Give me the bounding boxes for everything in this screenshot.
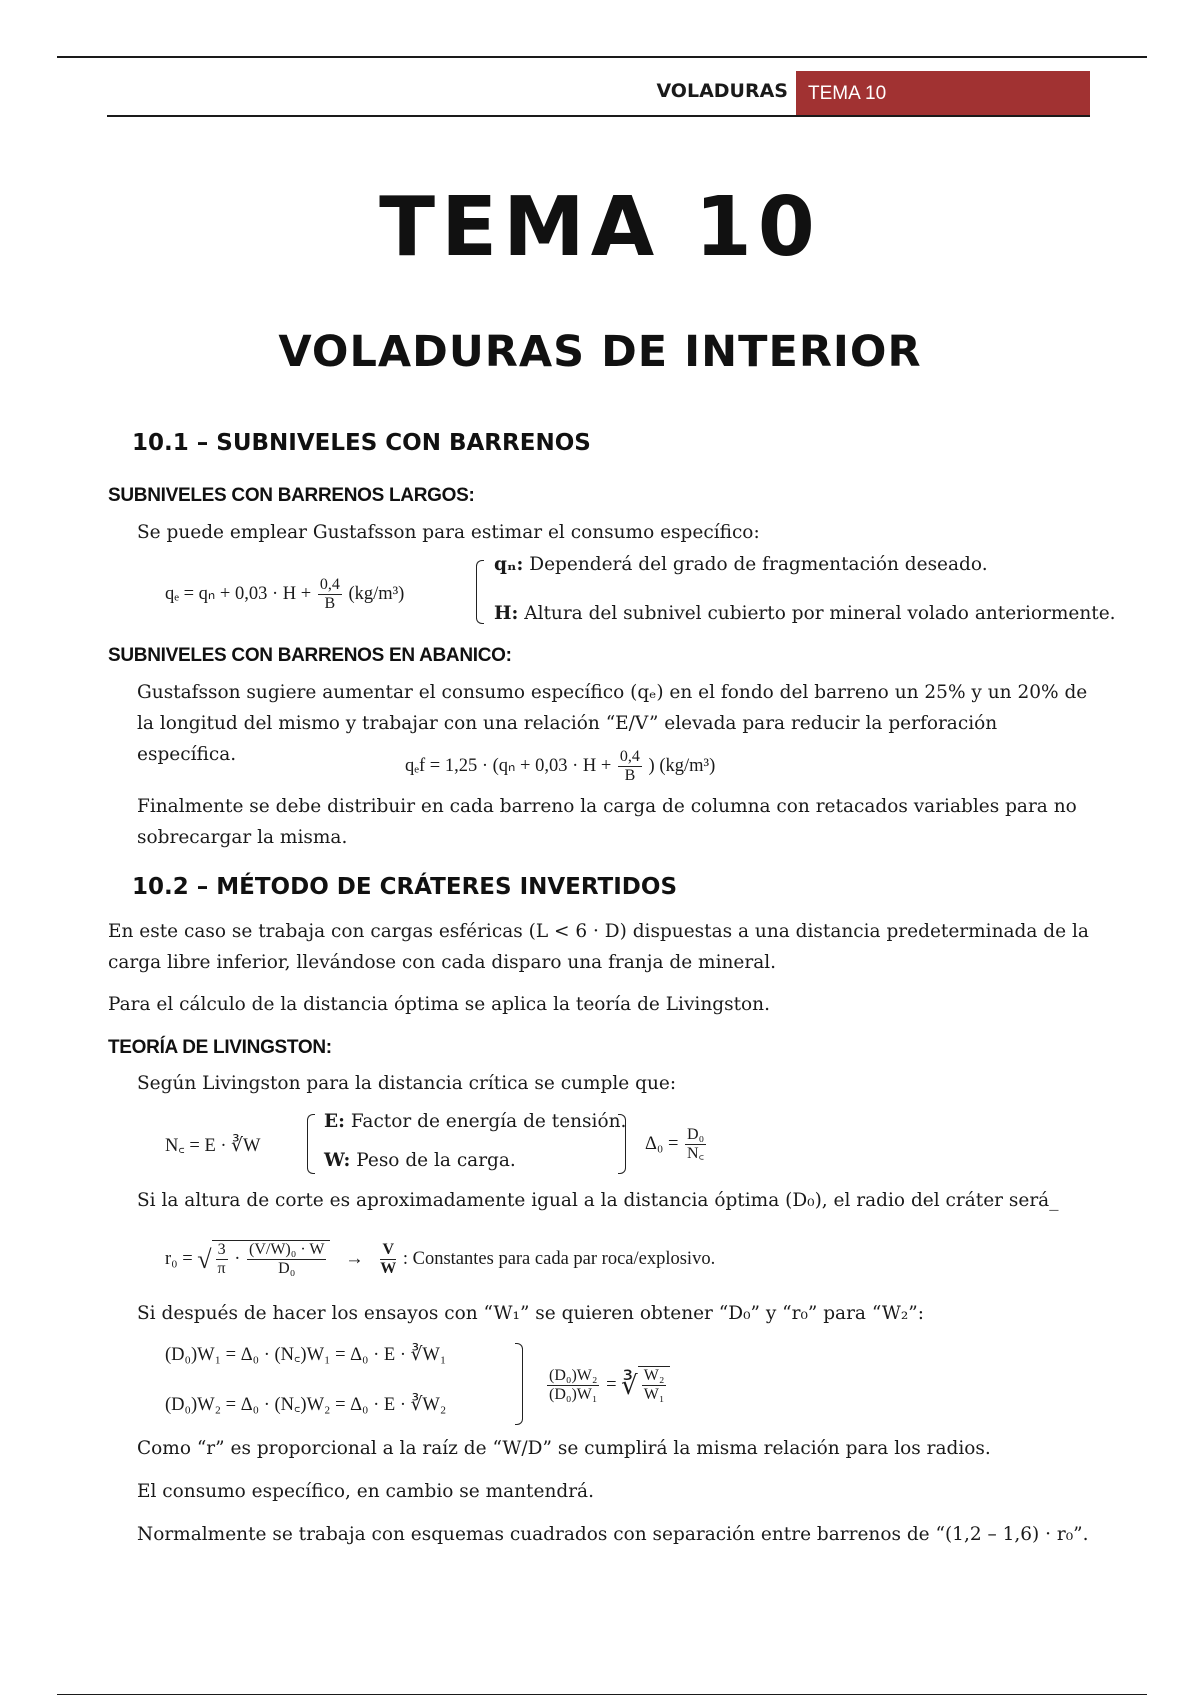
ratio-fraction bbox=[547, 1367, 599, 1404]
abanico-text-1: Gustafsson sugiere aumentar el consumo específico (qₑ) en el fondo del barreno un 25% y un 20% de la longitud del mismo y trabajar con una relación “E/V” elevada para reducir la perforación específica. bbox=[137, 682, 1088, 765]
header-course: VOLADURAS bbox=[656, 80, 788, 102]
header-badge: TEMA 10 bbox=[796, 71, 1090, 117]
abanico-formula bbox=[405, 748, 715, 785]
right-brace-ensayos bbox=[515, 1343, 523, 1425]
abanico-den: B bbox=[624, 767, 636, 784]
r0-fraction-2 bbox=[247, 1241, 326, 1278]
r0-f1-den: π bbox=[217, 1260, 226, 1277]
ensayos-text: Si después de hacer los ensayos con “W₁” se quieren obtener “D₀” y “r₀” para “W₂”: bbox=[137, 1303, 924, 1324]
section-heading-10-2: 10.2 – MÉTODO DE CRÁTERES INVERTIDOS bbox=[132, 874, 678, 900]
nc-formula: N꜀ = E · ∛W bbox=[165, 1136, 261, 1156]
vw-den: W bbox=[380, 1260, 397, 1277]
e-text: Factor de energía de tensión. bbox=[350, 1111, 627, 1132]
crateres-p1: En este caso se trabaja con cargas esféricas (L < 6 · D) dispuestas a una distancia predeterminada de la carga libre inferior, llevándose con cada disparo una franja de mineral. bbox=[108, 921, 1089, 973]
w-key: W: bbox=[324, 1150, 351, 1171]
cube-root-body bbox=[638, 1366, 671, 1404]
eq-w2: (D₀)W₂ = Δ₀ · (N꜀)W₂ = Δ₀ · E · ∛W₂ bbox=[165, 1395, 447, 1415]
page-subtitle: VOLADURAS DE INTERIOR bbox=[278, 327, 922, 377]
root-fraction bbox=[642, 1367, 667, 1404]
root-num: W₂ bbox=[643, 1367, 665, 1384]
r0-f2-num: (V/W)₀ · W bbox=[249, 1241, 325, 1258]
qn-text: Dependerá del grado de fragmentación deseado. bbox=[529, 554, 988, 575]
formula-lhs: qₑ = qₙ + 0,03 · H + bbox=[165, 583, 312, 604]
sqrt-sign: √ bbox=[197, 1245, 212, 1274]
delta-den: N꜀ bbox=[687, 1145, 705, 1162]
delta-lhs: Δ₀ = bbox=[645, 1133, 679, 1154]
sqrt-body: $\frac{3}{\pi}$ · $\frac{\text{(V/W)₀ · W}}{\text{D₀}}$ bbox=[212, 1240, 331, 1278]
abanico-num: 0,4 bbox=[619, 748, 640, 765]
e-key: E: bbox=[324, 1111, 345, 1132]
delta-num: D₀ bbox=[687, 1126, 705, 1143]
r0-formula bbox=[165, 1240, 715, 1278]
r0-f1-num: 3 bbox=[217, 1241, 226, 1258]
qn-definition bbox=[494, 549, 988, 580]
conclusion-2: El consumo específico, en cambio se mantendrá. bbox=[137, 1481, 594, 1502]
vw-num: V bbox=[382, 1241, 395, 1258]
header-underline bbox=[107, 115, 1090, 117]
abanico-text-2: Finalmente se debe distribuir en cada barreno la carga de columna con retacados variables para no sobrecargar la misma. bbox=[137, 796, 1077, 848]
fraction-den: B bbox=[324, 595, 336, 612]
page-title: TEMA 10 bbox=[379, 180, 821, 275]
cube-root-sign: ∛ bbox=[621, 1371, 638, 1400]
w-text: Peso de la carga. bbox=[356, 1150, 516, 1171]
conclusion-3: Normalmente se trabaja con esquemas cuadrados con separación entre barrenos de “(1,2 – 1,6) · r₀”. bbox=[137, 1524, 1089, 1545]
formula-unit: (kg/m³) bbox=[348, 583, 405, 604]
right-brace-livingston bbox=[618, 1114, 626, 1174]
crateres-p2: Para el cálculo de la distancia óptima se aplica la teoría de Livingston. bbox=[108, 994, 770, 1015]
abanico-lhs: qₑf = 1,25 · (qₙ + 0,03 · H + bbox=[405, 755, 612, 776]
bottom-rule bbox=[57, 1694, 1147, 1695]
qn-key: qₙ: bbox=[494, 554, 524, 575]
w-definition bbox=[324, 1145, 516, 1176]
subheading-largos: SUBNIVELES CON BARRENOS LARGOS: bbox=[108, 485, 475, 506]
subheading-livingston: TEORÍA DE LIVINGSTON: bbox=[108, 1037, 332, 1058]
largos-intro: Se puede emplear Gustafsson para estimar el consumo específico: bbox=[137, 522, 760, 543]
gustafsson-formula bbox=[165, 576, 404, 613]
abanico-unit: ) (kg/m³) bbox=[648, 755, 716, 776]
r0-lhs: r₀ = bbox=[165, 1248, 193, 1269]
r0-fraction-1 bbox=[216, 1241, 228, 1278]
fraction-num: 0,4 bbox=[319, 576, 340, 593]
left-brace bbox=[476, 560, 484, 624]
page-header bbox=[0, 71, 1200, 117]
top-rule bbox=[57, 56, 1147, 58]
abanico-fraction bbox=[618, 748, 642, 785]
ratio-num: (D₀)W₂ bbox=[549, 1367, 598, 1384]
eq-w1: (D₀)W₁ = Δ₀ · (N꜀)W₁ = Δ₀ · E · ∛W₁ bbox=[165, 1345, 447, 1365]
vw-fraction bbox=[380, 1241, 396, 1278]
h-key: H: bbox=[494, 603, 519, 624]
vw-text: : Constantes para cada par roca/explosivo. bbox=[402, 1248, 716, 1269]
delta-fraction bbox=[685, 1126, 706, 1163]
h-text: Altura del subnivel cubierto por mineral volado anteriormente. bbox=[524, 603, 1116, 624]
delta-formula bbox=[645, 1126, 708, 1163]
arrow: → bbox=[345, 1248, 364, 1269]
root-den: W₁ bbox=[643, 1386, 665, 1403]
livingston-intro: Según Livingston para la distancia crítica se cumple que: bbox=[137, 1073, 677, 1094]
ratio-eq: = bbox=[606, 1374, 617, 1395]
h-definition bbox=[494, 598, 1116, 629]
radio-text: Si la altura de corte es aproximadamente igual a la distancia óptima (D₀), el radio del cráter será_ bbox=[137, 1190, 1059, 1211]
ratio-den: (D₀)W₁ bbox=[549, 1386, 598, 1403]
r0-f2-den: D₀ bbox=[278, 1260, 296, 1277]
e-definition bbox=[324, 1106, 626, 1137]
formula-fraction bbox=[318, 576, 342, 613]
conclusion-1: Como “r” es proporcional a la raíz de “W/D” se cumplirá la misma relación para los radios. bbox=[137, 1438, 991, 1459]
subheading-abanico: SUBNIVELES CON BARRENOS EN ABANICO: bbox=[108, 645, 512, 666]
section-heading-10-1: 10.1 – SUBNIVELES CON BARRENOS bbox=[132, 430, 591, 456]
left-brace-livingston bbox=[307, 1114, 315, 1174]
ratio-formula bbox=[545, 1366, 670, 1404]
